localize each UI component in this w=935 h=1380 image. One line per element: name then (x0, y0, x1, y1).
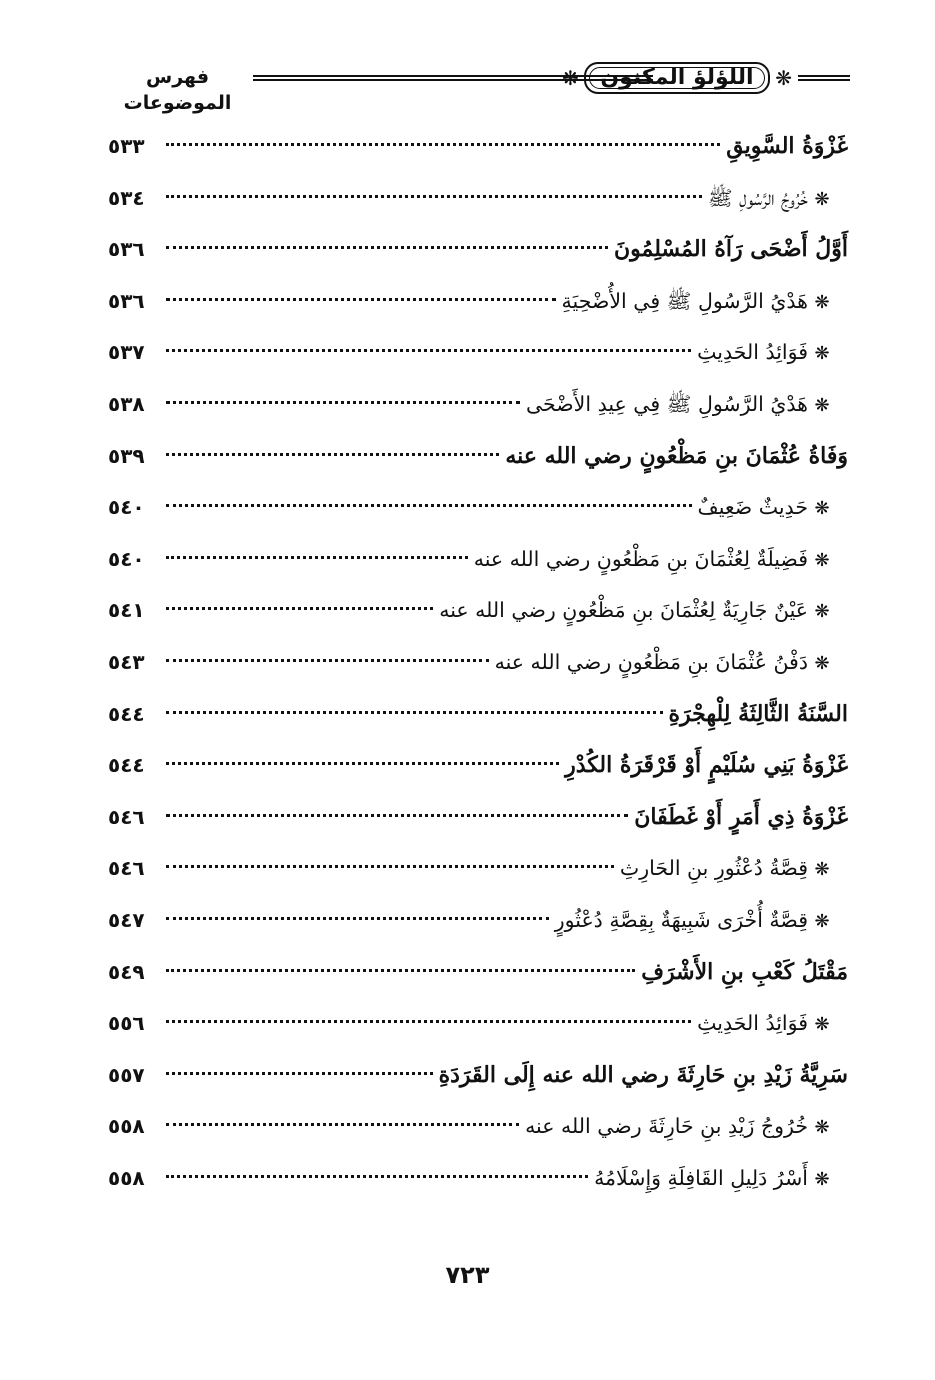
toc-entry-page: ٥٥٦ (108, 1011, 145, 1036)
dot-leader (166, 814, 628, 817)
dot-leader (166, 917, 549, 920)
dot-leader (166, 195, 702, 198)
toc-entry-title: قِصَّةُ دُعْثُورِ بنِ الحَارِثِ (619, 856, 808, 881)
dot-leader (166, 607, 433, 610)
toc-entry-title: أَسْرُ دَلِيلِ القَافِلَةِ وَإِسْلَامُهُ (594, 1165, 808, 1190)
toc-entry-title: هَدْيُ الرَّسُولِ ﷺ فِي عِيدِ الأَضْحَى (525, 391, 808, 416)
toc-entry-title: فَضِيلَةٌ لِعُثْمَانَ بنِ مَظْعُونٍ رضي الله عنه (473, 546, 808, 571)
toc-entry-page: ٥٣٩ (108, 443, 145, 468)
ornament-right-icon: ❋ (775, 66, 792, 90)
toc-entry-title: سَرِيَّةُ زَيْدِ بنِ حَارِثَةَ رضي الله عنه إِلَى القَرَدَةِ (438, 1061, 848, 1088)
toc-entry-page: ٥٤١ (108, 598, 145, 623)
toc-entry-title: حَدِيثٌ ضَعِيفٌ (697, 495, 808, 520)
bullet-star-icon: ❋ (814, 343, 830, 365)
dot-leader (166, 1020, 691, 1023)
toc-entry[interactable] (108, 173, 848, 225)
dot-leader (166, 298, 556, 301)
toc-entry[interactable] (108, 740, 848, 792)
toc-entry-title: فَوَائِدُ الحَدِيثِ (697, 340, 808, 365)
bullet-star-icon: ❋ (814, 291, 830, 313)
toc-entry-page: ٥٤٣ (108, 649, 145, 674)
toc-entry[interactable] (108, 998, 848, 1050)
toc-entry-page: ٥٤٤ (108, 753, 145, 778)
toc-entry-page: ٥٤٧ (108, 907, 145, 932)
toc-entry[interactable] (108, 637, 848, 689)
dot-leader (166, 1072, 433, 1075)
ornament-left-icon: ❋ (562, 66, 579, 90)
dot-leader (166, 504, 692, 507)
toc-entry[interactable] (108, 276, 848, 328)
bullet-star-icon: ❋ (814, 498, 830, 520)
bullet-star-icon: ❋ (814, 1014, 830, 1036)
dot-leader (166, 349, 691, 352)
toc-entry-page: ٥٣٣ (108, 134, 145, 158)
section-title: فهرس الموضوعات (123, 66, 232, 114)
toc-entry[interactable] (108, 482, 848, 534)
toc-entry[interactable] (108, 534, 848, 586)
page-number: ٧٢٣ (445, 1261, 490, 1289)
dot-leader (166, 1123, 519, 1126)
toc-entry-title: خُرُوجُ الرَّسُولِ ﷺ (707, 185, 808, 210)
bullet-star-icon: ❋ (814, 652, 830, 674)
toc-entry-page: ٥٣٤ (108, 185, 145, 210)
toc-entry-page: ٥٣٦ (108, 288, 145, 313)
toc-entry-page: ٥٤٦ (108, 856, 145, 881)
dot-leader (166, 401, 520, 404)
toc-entry[interactable] (108, 792, 848, 844)
toc-entry-title: غَزْوَةُ السَّوِيقِ (726, 133, 848, 159)
toc-entry-title: عَيْنٌ جَارِيَةٌ لِعُثْمَانَ بنِ مَظْعُونٍ رضي الله عنه (439, 598, 808, 623)
toc-entry-title: وَفَاةُ عُثْمَانَ بنِ مَظْعُونٍ رضي الله عنه (505, 442, 848, 469)
toc-entry[interactable] (108, 379, 848, 431)
bullet-star-icon: ❋ (814, 549, 830, 571)
dot-leader (166, 453, 499, 456)
dot-leader (166, 969, 635, 972)
book-title: اللؤلؤ المكنون (600, 65, 754, 90)
bullet-star-icon: ❋ (814, 188, 830, 210)
toc-entry-page: ٥٣٦ (108, 237, 145, 262)
toc-entry[interactable] (108, 224, 848, 276)
toc-entry[interactable] (108, 895, 848, 947)
toc-entry-page: ٥٣٧ (108, 340, 145, 365)
dot-leader (166, 246, 608, 249)
toc-entry[interactable] (108, 121, 848, 173)
header-rule-right (798, 75, 850, 81)
bullet-star-icon: ❋ (814, 859, 830, 881)
toc-entry-title: السَّنَةُ الثَّالِثَةُ لِلْهِجْرَةِ (668, 700, 848, 727)
toc-entry-title: أَوَّلُ أَضْحَى رَآهُ المُسْلِمُونَ (614, 236, 848, 263)
toc-entry-title: مَقْتَلُ كَعْبِ بنِ الأَشْرَفِ (641, 958, 848, 985)
toc-entry[interactable] (108, 1050, 848, 1102)
dot-leader (166, 865, 614, 868)
toc-entry-page: ٥٤٤ (108, 701, 145, 726)
dot-leader (166, 659, 489, 662)
toc-entry-title: فَوَائِدُ الحَدِيثِ (697, 1011, 808, 1036)
toc-entry[interactable] (108, 1101, 848, 1153)
toc-entry[interactable] (108, 689, 848, 741)
toc-entry[interactable] (108, 1153, 848, 1205)
toc-entry-title: دَفْنُ عُثْمَانَ بنِ مَظْعُونٍ رضي الله عنه (494, 649, 808, 674)
toc-entry-title: خُرُوجُ زَيْدِ بنِ حَارِثَةَ رضي الله عنه (525, 1114, 808, 1139)
toc-entry-title: هَدْيُ الرَّسُولِ ﷺ فِي الأُضْحِيَةِ (561, 288, 808, 313)
toc-entry[interactable] (108, 431, 848, 483)
toc-entry-title: غَزْوَةُ ذِي أَمَرٍ أَوْ غَطَفَانَ (634, 803, 848, 830)
toc-entry-page: ٥٥٧ (108, 1062, 145, 1087)
toc-entry[interactable] (108, 843, 848, 895)
table-of-contents (108, 121, 848, 1204)
bullet-star-icon: ❋ (814, 601, 830, 623)
toc-entry-title: قِصَّةٌ أُخْرَى شَبِيهَةٌ بِقِصَّةِ دُعْثُورٍ (554, 907, 808, 932)
toc-entry-page: ٥٤٩ (108, 959, 145, 984)
bullet-star-icon: ❋ (814, 394, 830, 416)
toc-entry-page: ٥٤٦ (108, 804, 145, 829)
dot-leader (166, 1175, 588, 1178)
bullet-star-icon: ❋ (814, 1168, 830, 1190)
bullet-star-icon: ❋ (814, 910, 830, 932)
bullet-star-icon: ❋ (814, 1117, 830, 1139)
toc-entry-page: ٥٤٠ (108, 546, 145, 571)
toc-entry-page: ٥٥٨ (108, 1114, 145, 1139)
page-header (105, 52, 850, 114)
toc-entry-page: ٥٥٨ (108, 1165, 145, 1190)
toc-entry[interactable] (108, 327, 848, 379)
dot-leader (166, 143, 720, 146)
dot-leader (166, 711, 663, 714)
dot-leader (166, 556, 468, 559)
header-rule-left (253, 75, 653, 81)
dot-leader (166, 762, 559, 765)
toc-entry[interactable] (108, 947, 848, 999)
toc-entry[interactable] (108, 585, 848, 637)
toc-entry-page: ٥٤٠ (108, 495, 145, 520)
toc-entry-page: ٥٣٨ (108, 391, 145, 416)
toc-entry-title: غَزْوَةُ بَنِي سُلَيْمٍ أَوْ قَرْقَرَةُ الكُدْرِ (565, 752, 848, 779)
